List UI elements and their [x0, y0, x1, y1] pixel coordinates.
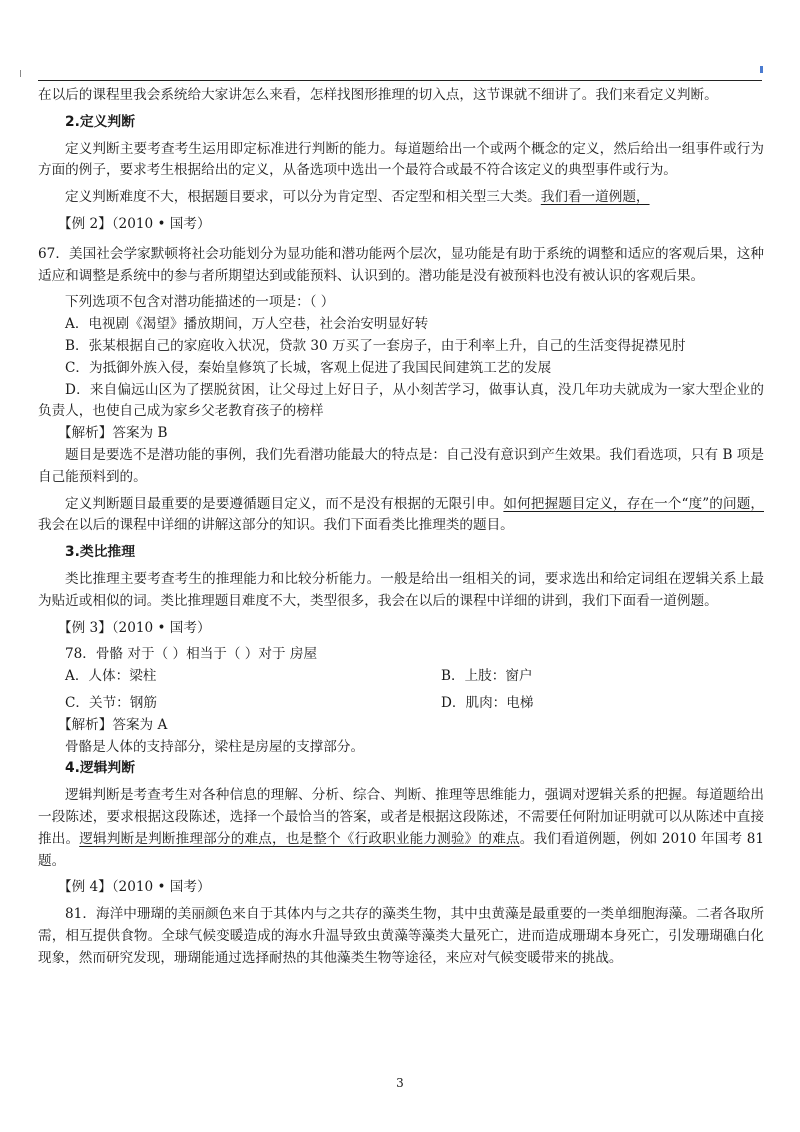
analysis-3-tag: 【解析】答案为 A: [58, 716, 168, 733]
analogy-paragraph-1: 类比推理主要考查考生的推理能力和比较分析能力。一般是给出一组相关的词，要求选出和给定词组在逻辑关系上最为贴近或相似的词。类比推理题目难度不大，类型很多，我会在以后的课程中详细的讲到，我们下面看一道例题。: [38, 570, 764, 609]
definition-paragraph-2-text: 定义判断难度不大，根据题目要求，可以分为肯定型、否定型和相关型三大类。: [65, 189, 541, 206]
question-67-prompt: 下列选项不包含对潜功能描述的一项是：（ ）: [65, 294, 335, 311]
logic-paragraph-1: [38, 785, 764, 872]
section-heading-definition: 2.定义判断: [65, 113, 136, 130]
option-78-b: B．上肢：窗户: [441, 668, 533, 685]
example-3-tag: 【例 3】（2010 • 国考）: [58, 619, 211, 636]
definition-paragraph-1: 定义判断主要考查考生运用即定标准进行判断的能力。每道题给出一个或两个概念的定义，然后给出一组事件或行为方面的例子，要求考生根据给出的定义，从备选项中选出一个最符合或最不符合该定义的典型事件或行为。: [38, 140, 764, 179]
analysis-3-text: 骨骼是人体的支持部分，梁柱是房屋的支撑部分。: [65, 738, 365, 755]
section-heading-analogy: 3.类比推理: [65, 544, 136, 561]
definition-paragraph-3-text-b: 我会在以后的课程中详细的讲解这部分的知识。我们下面看类比推理类的题目。: [38, 517, 514, 534]
logic-paragraph-1-tail: 。我们看道例题，例如 2010 年国考 81 题。: [38, 830, 765, 869]
question-78-options-row-2: [38, 693, 764, 715]
page-number: 3: [396, 1076, 404, 1090]
question-78-options-row-1: [38, 666, 764, 688]
analysis-2-text: 题目是要选不是潜功能的事例，我们先看潜功能最大的特点是：自己没有意识到产生效果。我们看选项，只有 B 项是自己能预料到的。: [38, 446, 764, 485]
option-78-a: A．人体：梁柱: [65, 668, 157, 685]
option-a: A．电视剧《渴望》播放期间，万人空巷，社会治安明显好转: [65, 316, 429, 333]
example-4-tag: 【例 4】（2010 • 国考）: [58, 879, 211, 896]
option-78-c: C．关节：钢筋: [65, 694, 157, 711]
option-d: D．来自偏远山区为了摆脱贫困，让父母过上好日子，从小刻苦学习，做事认真，没几年功夫就成为一家大型企业的负责人，也使自己成为家乡父老教育孩子的榜样: [38, 381, 764, 420]
definition-paragraph-3-underline: 如何把握题目定义，存在一个“度”的问题，: [503, 495, 764, 512]
header-mark-right: [760, 66, 763, 73]
definition-paragraph-3: [38, 494, 764, 538]
section-heading-logic: 4.逻辑判断: [65, 760, 136, 777]
intro-paragraph: 在以后的课程里我会系统给大家讲怎么来看，怎样找图形推理的切入点，这节课就不细讲了。我们来看定义判断。: [38, 87, 718, 103]
header-rule: [38, 80, 762, 81]
logic-paragraph-1-text: 逻辑判断是考查考生对各种信息的理解、分析、综合、判断、推理等思维能力，强调对逻辑关系的把握。每道题给出一段陈述，要求根据这段陈述，选择一个最恰当的答案，或者是根据这段陈述，不需要任何附加证明就可以从陈述中直接推出。: [38, 787, 764, 847]
question-81: 81．海洋中珊瑚的美丽颜色来自于其体内与之共存的藻类生物，其中虫黄藻是最重要的一类单细胞海藻。二者各取所需，相互提供食物。全球气候变暖造成的海水升温导致虫黄藻等藻类大量死亡，进而造成珊瑚本身死亡，引发珊瑚礁白化现象，然而研究发现，珊瑚能通过选择耐热的其他藻类生物等途径，来应对气候变暖带来的挑战。: [38, 906, 764, 966]
question-67: 67．美国社会学家默顿将社会功能划分为显功能和潜功能两个层次，显功能是有助于系统的调整和适应的客观后果，这种适应和调整是系统中的参与者所期望达到或能预料、认识到的。潜功能是没有被预料也没有被认识的客观后果。: [38, 245, 764, 284]
analysis-2-tag: 【解析】答案为 B: [58, 425, 168, 442]
definition-paragraph-3-text-a: 定义判断题目最重要的是要遵循题目定义，而不是没有根据的无限引申。: [65, 495, 504, 512]
option-b: B．张某根据自己的家庭收入状况，贷款 30 万买了一套房子，由于利率上升，自己的生活变得捉襟见肘: [65, 337, 686, 354]
definition-paragraph-2: [38, 187, 764, 209]
example-2-tag: 【例 2】（2010 • 国考）: [58, 215, 211, 232]
definition-paragraph-2-underline: 我们看一道例题，: [540, 189, 650, 206]
option-c: C．为抵御外族入侵，秦始皇修筑了长城，客观上促进了我国民间建筑工艺的发展: [65, 359, 552, 376]
logic-paragraph-1-underline: 逻辑判断是判断推理部分的难点，也是整个《行政职业能力测验》的难点: [79, 830, 520, 847]
page-content: [38, 85, 764, 969]
header-mark-left: [20, 70, 21, 77]
question-78: 78．骨骼 对于（ ）相当于（ ）对于 房屋: [65, 646, 318, 663]
option-78-d: D．肌肉：电梯: [441, 694, 534, 711]
